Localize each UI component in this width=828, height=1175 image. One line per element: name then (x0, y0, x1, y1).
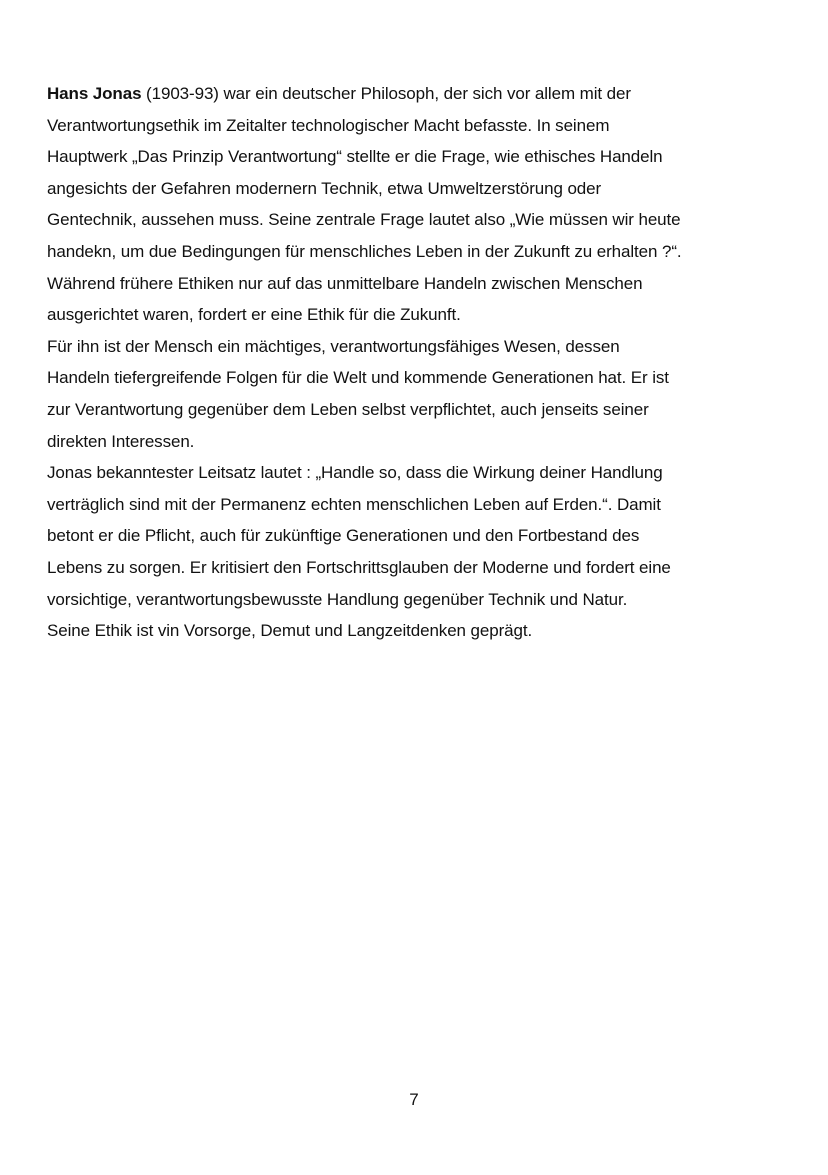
text-line: Für ihn ist der Mensch ein mächtiges, verantwortungsfähiges Wesen, dessen (47, 336, 620, 356)
text-line: Gentechnik, aussehen muss. Seine zentrale Frage lautet also „Wie müssen wir heute (47, 210, 681, 230)
text-line: angesichts der Gefahren modernern Technik, etwa Umweltzerstörung oder (47, 178, 602, 198)
text-line: vorsichtige, verantwortungsbewusste Handlung gegenüber Technik und Natur. (47, 589, 628, 609)
text-line: Während frühere Ethiken nur auf das unmittelbare Handeln zwischen Menschen (47, 273, 643, 293)
text-line: handekn, um due Bedingungen für menschliches Leben in der Zukunft zu erhalten ?“. (47, 241, 682, 261)
text-line (47, 78, 682, 110)
text-line: Seine Ethik ist vin Vorsorge, Demut und Langzeitdenken geprägt. (47, 621, 533, 641)
text-line: direkten Interessen. (47, 431, 195, 451)
text-line: Verantwortungsethik im Zeitalter technologischer Macht befasste. In seinem (47, 115, 610, 135)
text-line: Lebens zu sorgen. Er kritisiert den Fortschrittsglauben der Moderne und fordert eine (47, 557, 671, 577)
body-text (47, 78, 682, 647)
text-span: (1903-93) war ein deutscher Philosoph, der sich vor allem mit der (141, 84, 631, 103)
page-number: 7 (409, 1090, 419, 1109)
text-line: ausgerichtet waren, fordert er eine Ethik für die Zukunft. (47, 305, 461, 325)
name-heading: Hans Jonas (47, 84, 142, 103)
text-line: Handeln tiefergreifende Folgen für die Welt und kommende Generationen hat. Er ist (47, 368, 669, 388)
text-line: zur Verantwortung gegenüber dem Leben selbst verpflichtet, auch jenseits seiner (47, 399, 649, 419)
text-line: betont er die Pflicht, auch für zukünftige Generationen und den Fortbestand des (47, 526, 640, 546)
text-line: verträglich sind mit der Permanenz echten menschlichen Leben auf Erden.“. Damit (47, 494, 661, 514)
text-line: Jonas bekanntester Leitsatz lautet : „Handle so, dass die Wirkung deiner Handlung (47, 463, 663, 483)
text-line: Hauptwerk „Das Prinzip Verantwortung“ stellte er die Frage, wie ethisches Handeln (47, 147, 663, 167)
